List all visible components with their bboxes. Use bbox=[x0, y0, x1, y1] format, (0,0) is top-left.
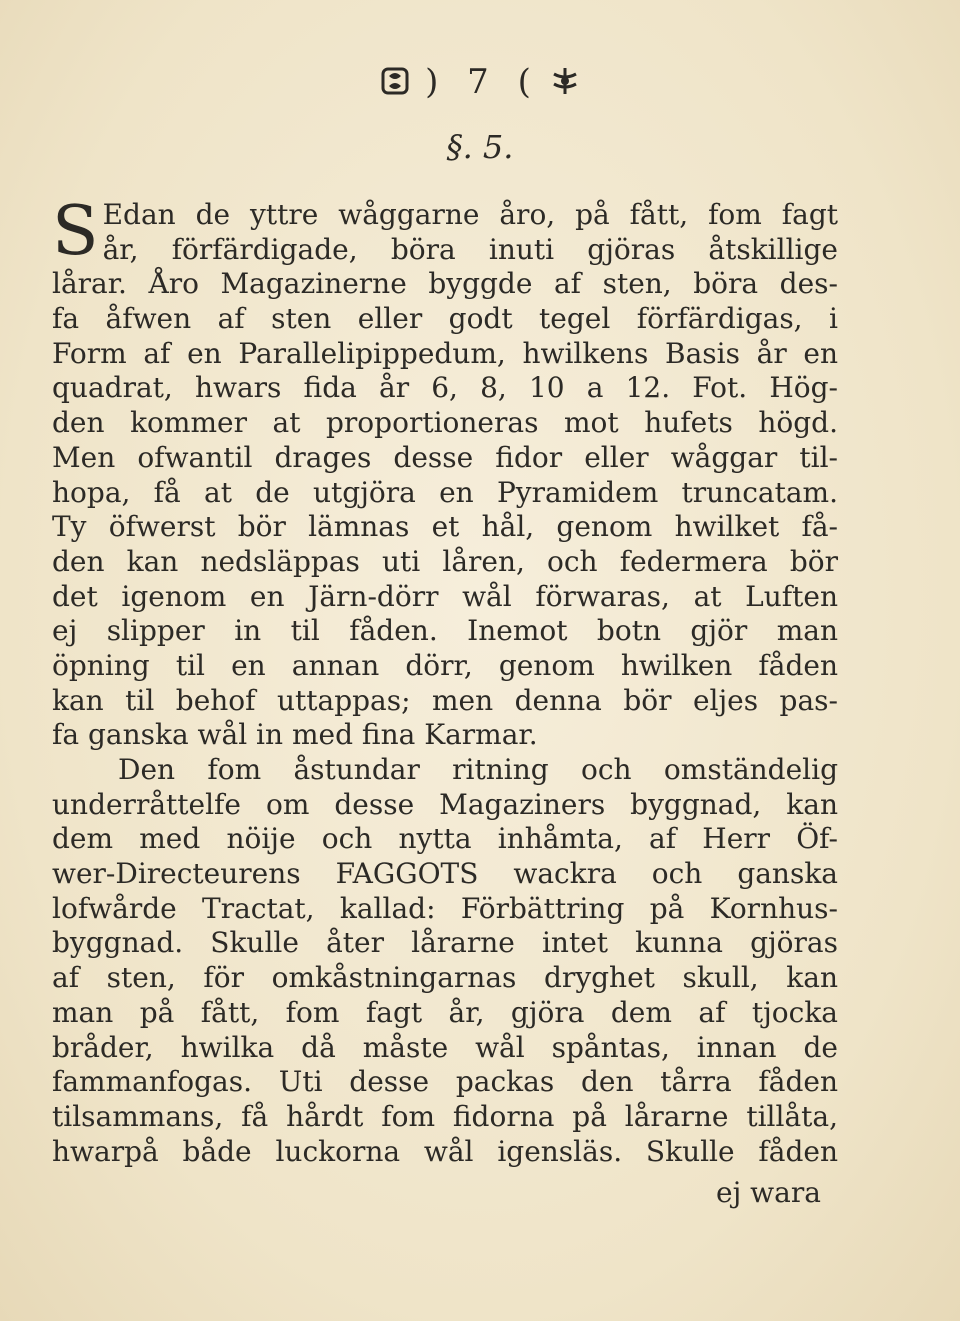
text-line: tilsammans, få hårdt fom fidorna på lårarne tillåta, bbox=[52, 1099, 838, 1133]
body-text bbox=[52, 192, 838, 1169]
text-line: öpning til en annan dörr, genom hwilken fåden bbox=[52, 648, 838, 682]
text-line: lofwårde Tractat, kallad: Förbättring på Kornhus- bbox=[52, 891, 838, 925]
fleuron-icon bbox=[380, 65, 410, 95]
text-line: den kommer at proportioneras mot hufets högd. bbox=[52, 406, 838, 440]
text-line: Form af en Parallelipippedum, hwilkens Basis år en bbox=[52, 336, 838, 370]
text-line: fa åfwen af sten eller godt tegel förfärdigas, i bbox=[52, 302, 838, 336]
right-bracket: ( bbox=[517, 62, 535, 102]
page-number: 7 bbox=[467, 62, 493, 102]
text-line: kan til behof uttappas; men denna bör eljes pas- bbox=[52, 683, 838, 717]
text-line: den kan nedsläppas uti låren, och federmera bör bbox=[52, 544, 838, 578]
section-heading: §. 5. bbox=[446, 128, 514, 166]
text-line: det igenom en Järn-dörr wål förwaras, at Luften bbox=[52, 579, 838, 613]
text-line: hwarpå både luckorna wål igensläs. Skulle fåden bbox=[52, 1134, 838, 1168]
text-line: dem med nöije och nytta inhåmta, af Herr Öf- bbox=[52, 822, 838, 856]
text-line: fa ganska wål in med fina Karmar. bbox=[52, 718, 538, 752]
text-line: byggnad. Skulle åter lårarne intet kunna gjöras bbox=[52, 926, 838, 960]
text-line: af sten, för omkåstningarnas dryghet skull, kan bbox=[52, 961, 838, 995]
page-header bbox=[0, 62, 960, 102]
text-line: hopa, få at de utgjöra en Pyramidem truncatam. bbox=[52, 475, 838, 509]
text-line: Men ofwantil drages desse fidor eller wåggar til- bbox=[52, 440, 838, 474]
text-line: quadrat, hwars fida år 6, 8, 10 a 12. Fot. Hög- bbox=[52, 371, 838, 405]
text-line: Edan de yttre wåggarne åro, på fått, fom fagt bbox=[102, 198, 838, 231]
fleuron-icon bbox=[550, 65, 580, 95]
left-bracket: ) bbox=[425, 62, 443, 102]
catchword: ej wara bbox=[716, 1176, 821, 1209]
text-line: underråttelfe om desse Magaziners byggnad, kan bbox=[52, 787, 838, 821]
text-line: man på fått, fom fagt år, gjöra dem af tjocka bbox=[52, 995, 838, 1029]
text-line: wer-Directeurens FAGGOTS wackra och ganska bbox=[52, 857, 838, 891]
text-line: Ty öfwerst bör lämnas et hål, genom hwilket få- bbox=[52, 510, 838, 544]
text-line: fammanfogas. Uti desse packas den tårra fåden bbox=[52, 1065, 838, 1099]
text-line: år, förfärdigade, böra inuti gjöras åtskillige bbox=[102, 232, 838, 266]
text-line: bråder, hwilka då måste wål spåntas, innan de bbox=[52, 1030, 838, 1064]
text-line: ej slipper in til fåden. Inemot botn gjör man bbox=[52, 614, 838, 648]
drop-cap: S bbox=[52, 192, 99, 271]
text-line: Den fom åstundar ritning och omständelig bbox=[118, 753, 838, 786]
text-line: lårar. Åro Magazinerne byggde af sten, böra des- bbox=[52, 267, 838, 301]
